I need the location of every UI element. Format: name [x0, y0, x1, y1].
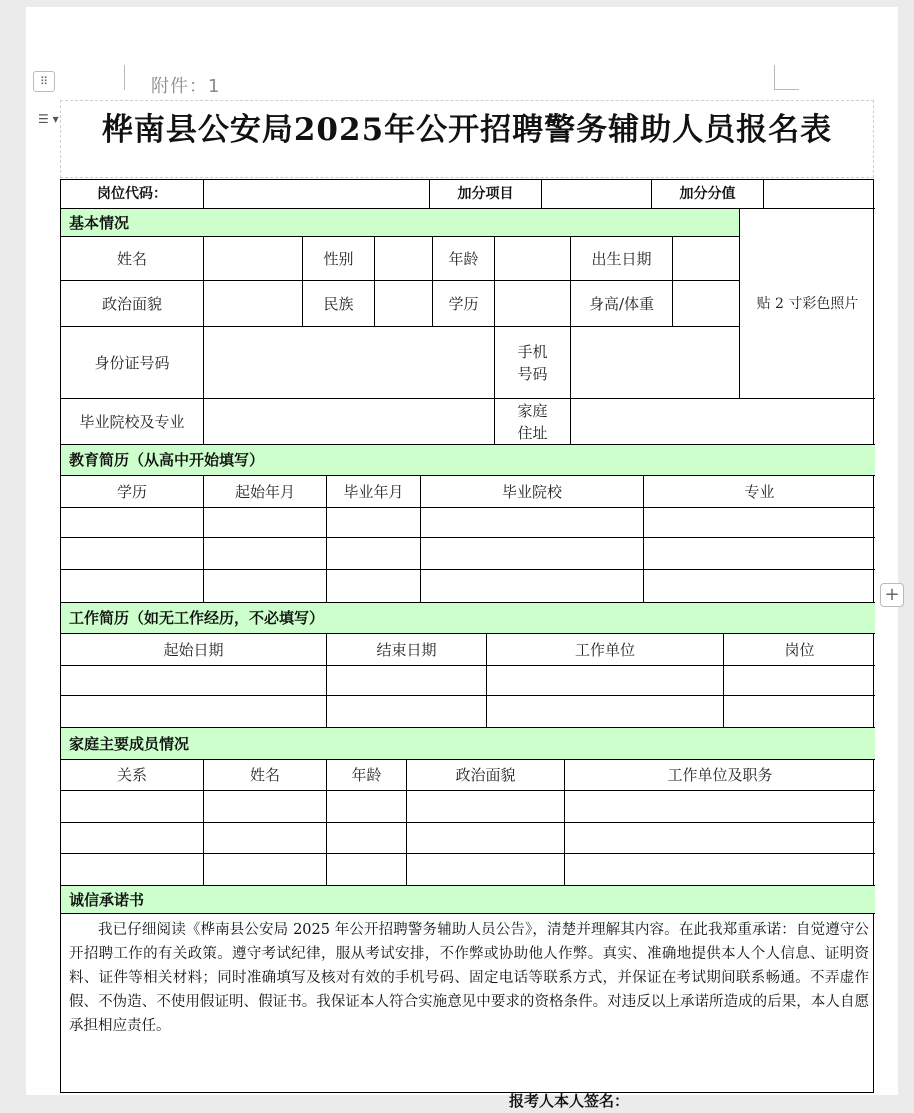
bonus-item-input[interactable] [542, 180, 652, 209]
table-cell[interactable] [327, 570, 421, 603]
bonus-value-input[interactable] [764, 180, 875, 209]
table-cell[interactable] [407, 823, 565, 854]
work-col-position: 岗位 [724, 634, 875, 666]
edu-col-graduate: 毕业年月 [327, 476, 421, 508]
phone-label: 手机号码 [495, 327, 571, 399]
post-code-label: 岗位代码： [61, 180, 204, 209]
attachment-label: 附件：1 [151, 76, 221, 97]
table-cell[interactable] [327, 508, 421, 538]
signature-label[interactable]: 报考人本人签名： [509, 1092, 630, 1110]
table-cell[interactable] [724, 696, 875, 728]
table-cell[interactable] [204, 538, 327, 570]
political-status-input[interactable] [204, 281, 303, 327]
table-cell[interactable] [61, 570, 204, 603]
family-col-relation: 关系 [61, 760, 204, 791]
table-cell[interactable] [487, 666, 724, 696]
table-cell[interactable] [421, 570, 644, 603]
table-cell[interactable] [644, 508, 875, 538]
bonus-item-label: 加分项目 [430, 180, 542, 209]
edu-col-start: 起始年月 [204, 476, 327, 508]
id-number-label: 身份证号码 [61, 327, 204, 399]
table-cell[interactable] [61, 823, 204, 854]
gender-input[interactable] [375, 237, 433, 281]
section-integrity-pledge: 诚信承诺书 [61, 886, 875, 914]
name-label: 姓名 [61, 237, 204, 281]
ethnicity-label: 民族 [303, 281, 375, 327]
section-work-history: 工作简历（如无工作经历，不必填写） [61, 603, 875, 634]
table-cell[interactable] [421, 508, 644, 538]
photo-placeholder[interactable]: 贴 2 寸彩色照片 [740, 209, 875, 399]
height-weight-label: 身高/体重 [571, 281, 673, 327]
education-label: 学历 [433, 281, 495, 327]
family-col-name: 姓名 [204, 760, 327, 791]
table-menu-icon[interactable]: ☰ ▾ [38, 112, 59, 126]
address-input[interactable] [571, 399, 875, 445]
school-major-input[interactable] [204, 399, 495, 445]
family-col-employer: 工作单位及职务 [565, 760, 875, 791]
section-family-members: 家庭主要成员情况 [61, 728, 875, 760]
family-col-age: 年龄 [327, 760, 407, 791]
edu-col-major: 专业 [644, 476, 875, 508]
birth-date-label: 出生日期 [571, 237, 673, 281]
gender-label: 性别 [303, 237, 375, 281]
age-label: 年龄 [433, 237, 495, 281]
add-row-button[interactable]: + [880, 583, 904, 607]
post-code-input[interactable] [204, 180, 430, 209]
table-cell[interactable] [327, 823, 407, 854]
table-cell[interactable] [61, 538, 204, 570]
address-label: 家庭住址 [495, 399, 571, 445]
table-cell[interactable] [407, 791, 565, 823]
table-cell[interactable] [487, 696, 724, 728]
edu-col-school: 毕业院校 [421, 476, 644, 508]
table-cell[interactable] [61, 696, 327, 728]
id-number-input[interactable] [204, 327, 495, 399]
drag-handle-icon[interactable]: ⠿ [33, 71, 55, 92]
table-cell[interactable] [61, 508, 204, 538]
table-cell[interactable] [327, 854, 407, 886]
birth-date-input[interactable] [673, 237, 740, 281]
education-input[interactable] [495, 281, 571, 327]
table-cell[interactable] [565, 854, 875, 886]
section-education-history: 教育简历（从高中开始填写） [61, 445, 875, 476]
ethnicity-input[interactable] [375, 281, 433, 327]
page-title: 桦南县公安局2025年公开招聘警务辅助人员报名表 [101, 112, 833, 148]
table-cell[interactable] [61, 854, 204, 886]
table-cell[interactable] [327, 791, 407, 823]
edu-col-degree: 学历 [61, 476, 204, 508]
table-cell[interactable] [204, 508, 327, 538]
age-input[interactable] [495, 237, 571, 281]
name-input[interactable] [204, 237, 303, 281]
table-cell[interactable] [644, 538, 875, 570]
table-cell[interactable] [565, 791, 875, 823]
bonus-value-label: 加分分值 [652, 180, 764, 209]
crop-mark-top-right [774, 65, 799, 90]
school-major-label: 毕业院校及专业 [61, 399, 204, 445]
crop-mark-top-left [124, 65, 125, 90]
section-basic-info: 基本情况 [61, 209, 740, 237]
table-cell[interactable] [204, 854, 327, 886]
registration-form [60, 179, 874, 1110]
family-col-political: 政治面貌 [407, 760, 565, 791]
table-cell[interactable] [327, 696, 487, 728]
phone-input[interactable] [571, 327, 740, 399]
table-cell[interactable] [61, 666, 327, 696]
table-cell[interactable] [204, 570, 327, 603]
table-cell[interactable] [407, 854, 565, 886]
work-col-start: 起始日期 [61, 634, 327, 666]
table-cell[interactable] [565, 823, 875, 854]
table-cell[interactable] [327, 538, 421, 570]
table-cell[interactable] [61, 791, 204, 823]
integrity-pledge-body [61, 914, 875, 1110]
table-cell[interactable] [644, 570, 875, 603]
political-status-label: 政治面貌 [61, 281, 204, 327]
table-cell[interactable] [421, 538, 644, 570]
table-cell[interactable] [724, 666, 875, 696]
table-cell[interactable] [204, 823, 327, 854]
table-cell[interactable] [204, 791, 327, 823]
height-weight-input[interactable] [673, 281, 740, 327]
work-col-employer: 工作单位 [487, 634, 724, 666]
table-cell[interactable] [327, 666, 487, 696]
work-col-end: 结束日期 [327, 634, 487, 666]
pledge-text: 我已仔细阅读《桦南县公安局 2025 年公开招聘警务辅助人员公告》，清楚并理解其内容。在此我郑重承诺：自觉遵守公开招聘工作的有关政策。遵守考试纪律，服从考试安排，不作弊或协助他人作弊。真实、准确地提供本人个人信息、证明资料、证件等相关材料；同时准确填写及核对有效的手机号码、固定电话等联系方式，并保证在考试期间联系畅通。不弄虚作假、不伪造、不使用假证明、假证书。我保证本人符合实施意见中要求的资格条件。对违反以上承诺所造成的后果，本人自愿承担相应责任。 [69, 922, 869, 1034]
